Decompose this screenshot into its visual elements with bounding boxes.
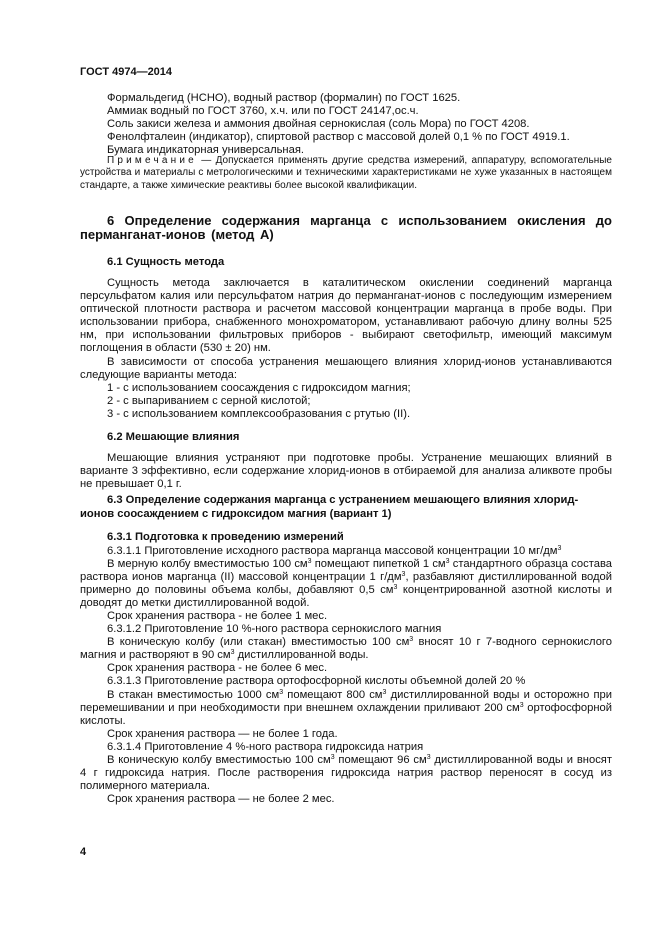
text-run: 6.3.1.4 Приготовление 4 %-ного раствора гидроксида натрия — [107, 740, 424, 753]
superscript: 3 — [445, 557, 450, 565]
procedure-steps — [80, 531, 612, 806]
text-run: 6.2 Мешающие влияния — [107, 431, 240, 443]
superscript: 3 — [330, 754, 335, 761]
text-run: вносят 10 г 7-водного сернокислого магния и растворяют в 90 см — [80, 636, 612, 662]
paragraph — [80, 754, 612, 793]
paragraph — [80, 382, 612, 395]
superscript: 3 — [426, 754, 431, 761]
paragraph-group — [80, 277, 612, 421]
heading — [80, 256, 612, 270]
paragraph — [80, 356, 612, 382]
paragraph — [80, 277, 612, 356]
text-run: Фенолфталеин (индикатор), спиртовой раствор с массовой долей 0,1 % по ГОСТ 4919.1. — [107, 131, 570, 144]
text-run: Бумага индикаторная универсальная. — [107, 144, 304, 157]
text-run: 6 Определение содержания марганца с использованием окисления до перманганат-ионов (метод А) — [80, 213, 612, 242]
text-run: 6.3.1.2 Приготовление 10 %-ного раствора сернокислого магния — [107, 623, 442, 636]
page-number: 4 — [80, 846, 87, 858]
text-run: 6.1 Сущность метода — [107, 256, 225, 268]
text-run: Соль закиси железа и аммония двойная сернокислая (соль Мора) по ГОСТ 4208. — [107, 118, 530, 131]
heading — [80, 494, 612, 521]
superscript: 3 — [382, 688, 387, 696]
text-run: В мерную колбу вместимостью 100 см — [107, 557, 308, 570]
paragraph — [80, 689, 612, 728]
text-run: В зависимости от способа устранения мешающего влияния хлорид-ионов устанавливаются следующие варианты метода: — [80, 355, 612, 381]
text-run: 6.3.1.3 Приготовление раствора ортофосфорной кислоты объемной долей 20 % — [107, 675, 526, 688]
superscript: 3 — [279, 688, 284, 696]
text-run: Срок хранения раствора — не более 1 года. — [107, 727, 338, 740]
text-run: В коническую колбу вместимостью 100 см — [107, 754, 331, 766]
paragraph — [80, 408, 612, 421]
paragraph — [80, 118, 612, 131]
text-run: 1 - с использованием соосаждения с гидроксидом магния; — [107, 381, 411, 394]
document-header: ГОСТ 4974—2014 — [80, 66, 173, 78]
paragraph — [80, 610, 612, 623]
text-run: дистиллированной воды и вносят 4 г гидроксида натрия. После растворения гидроксида натрия раствор переносят в сосуд из полимерного материала. — [80, 754, 612, 793]
paragraph-group — [80, 452, 612, 491]
text-run: Срок хранения раствора - не более 1 мес. — [107, 609, 328, 622]
paragraph — [80, 741, 612, 754]
paragraph — [80, 131, 612, 144]
text-run: помещают 96 см — [334, 754, 427, 766]
superscript: 3 — [401, 570, 406, 578]
paragraph — [80, 92, 612, 105]
text-run: помещают пипеткой 1 см — [311, 557, 446, 570]
paragraph — [80, 452, 612, 491]
section-heading — [80, 214, 612, 242]
text-run: — Допускается применять другие средства измерений, аппаратуру, вспомогательные устройства и материалы с метрологическими и техническими характеристиками не хуже указанных в настоящем стандарте, а также химические реактивы более высокой квалификации. — [80, 155, 612, 191]
paragraph — [80, 558, 612, 610]
superscript: 3 — [307, 557, 312, 565]
paragraph — [80, 545, 612, 558]
text-run: Примечание — [107, 155, 197, 166]
text-run: Срок хранения раствора — не более 2 мес. — [107, 793, 335, 806]
text-run: 6.3.1 Подготовка к проведению измерений — [107, 531, 344, 543]
text-run: помещают 800 см — [283, 688, 383, 701]
heading — [80, 214, 612, 242]
text-run: 3 - с использованием комплексообразования с ртутью (II). — [107, 407, 411, 420]
paragraph — [80, 793, 612, 806]
text-run: концентрированной азотной кислоты и доводят до метки дистиллированной водой. — [80, 583, 612, 609]
paragraph — [80, 623, 612, 636]
text-run: В коническую колбу (или стакан) вместимостью 100 см — [107, 636, 410, 649]
text-run: 6.3.1.1 Приготовление исходного раствора марганца массовой концентрации 10 мг/дм — [107, 544, 558, 557]
paragraph — [80, 155, 612, 192]
heading — [80, 431, 612, 445]
subsection-heading — [80, 256, 612, 270]
subsection-heading — [80, 494, 612, 521]
text-run: Срок хранения раствора - не более 6 мес. — [107, 662, 328, 675]
paragraph — [80, 728, 612, 741]
paragraph — [80, 395, 612, 408]
reagent-list — [80, 92, 612, 157]
text-run: Мешающие влияния устраняют при подготовке пробы. Устранение мешающих влияний в варианте 3 эффективно, если содержание хлорид-ионов в отбираемой для анализа аликвоте пробы не превышает 0,1 г. — [80, 452, 612, 491]
paragraph — [80, 675, 612, 688]
text-run: дистиллированной воды. — [234, 649, 369, 662]
superscript: 3 — [557, 544, 562, 552]
note — [80, 155, 612, 192]
paragraph — [80, 105, 612, 118]
text-run: Аммиак водный по ГОСТ 3760, х.ч. или по ГОСТ 24147,ос.ч. — [107, 105, 419, 118]
text-run: дистиллированной воды и осторожно при перемешивании и при необходимости при внешнем охлаждении приливают 200 см — [80, 688, 612, 714]
text-run: ортофосфорной кислоты. — [80, 701, 612, 727]
text-run: Формальдегид (НСНО), водный раствор (формалин) по ГОСТ 1625. — [107, 92, 461, 104]
superscript: 3 — [519, 701, 524, 709]
superscript: 3 — [230, 649, 235, 657]
paragraph — [80, 662, 612, 675]
superscript: 3 — [393, 583, 398, 591]
text-run: Сущность метода заключается в каталитическом окислении соединений марганца персульфатом калия или персульфатом натрия до перманганат-ионов с последующим измерением оптической плотности раствора и расчетом массовой концентрации марганца в пробе воды. При использовании прибора, снабженного монохроматором, устанавливают рабочую длину волны 525 нм, при использовании фильтровых приборов - выбирают светофильтр, имеющий максимум поглощения в области (530 ± 20) нм. — [80, 277, 612, 355]
paragraph — [80, 531, 612, 545]
text-run: стандартного образца состава раствора ионов марганца (II) массовой концентрации 1 г/дм — [80, 557, 612, 583]
text-run: , разбавляют дистиллированной водой примерно до половины объема колбы, добавляют 0,5 см — [80, 570, 612, 596]
paragraph — [80, 636, 612, 662]
text-run: 6.3 Определение содержания марганца с устранением мешающего влияния хлорид-ионов соосаждением с гидроксидом магния (вариант 1) — [80, 494, 579, 520]
text-run: 2 - с выпариванием с серной кислотой; — [107, 394, 311, 407]
text-run: В стакан вместимостью 1000 см — [107, 688, 280, 701]
superscript: 3 — [409, 636, 414, 644]
subsection-heading — [80, 431, 612, 445]
